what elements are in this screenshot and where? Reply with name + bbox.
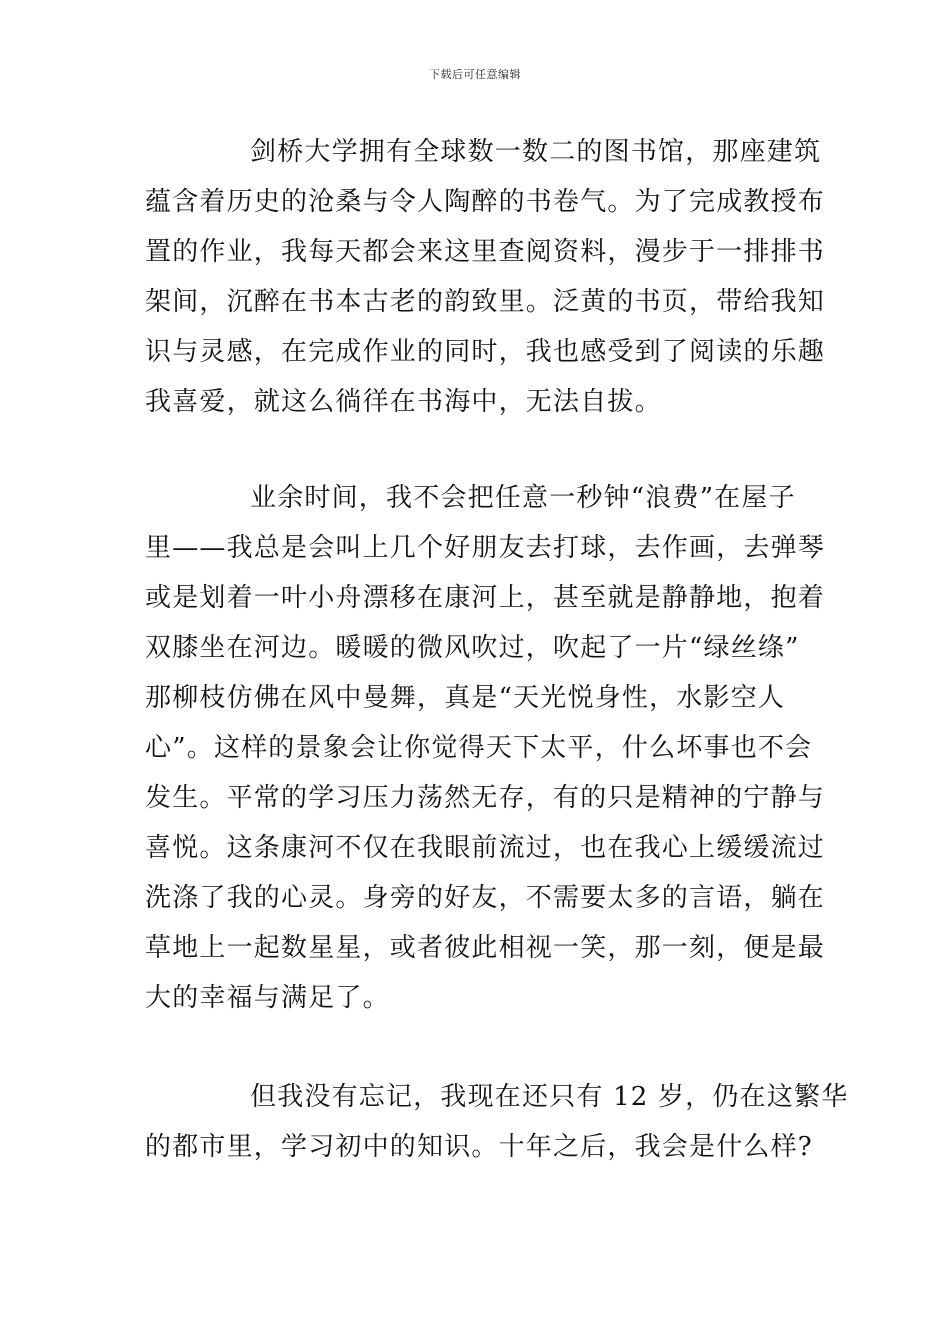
text-line: 蕴含着历史的沧桑与令人陶醉的书卷气。为了完成教授布 <box>145 187 826 217</box>
text-line: 喜悦。这条康河不仅在我眼前流过，也在我心上缓缓流过 <box>145 833 826 863</box>
text-line: 架间，沉醉在书本古老的韵致里。泛黄的书页，带给我知 <box>145 287 826 317</box>
text-line: 但我没有忘记，我现在还只有 12 岁，仍在这繁华 <box>250 1082 849 1112</box>
text-line: 业余时间，我不会把任意一秒钟“浪费”在屋子 <box>250 483 796 513</box>
text-line: 里——我总是会叫上几个好朋友去打球，去作画，去弹琴 <box>145 533 826 563</box>
text-line: 置的作业，我每天都会来这里查阅资料，漫步于一排排书 <box>145 237 826 267</box>
header-note: 下载后可任意编辑 <box>429 68 521 81</box>
text-line: 发生。平常的学习压力荡然无存，有的只是精神的宁静与 <box>145 783 826 813</box>
text-line: 或是划着一叶小舟漂移在康河上，甚至就是静静地，抱着 <box>145 583 826 613</box>
text-line: 大的幸福与满足了。 <box>145 983 390 1013</box>
paragraph-leisure <box>145 473 826 1023</box>
text-line: 心”。这样的景象会让你觉得天下太平，什么坏事也不会 <box>145 733 813 763</box>
text-line: 草地上一起数星星，或者彼此相视一笑，那一刻，便是最 <box>145 933 826 963</box>
text-line: 那柳枝仿佛在风中曼舞，真是“天光悦身性，水影空人 <box>145 683 786 713</box>
text-line: 洗涤了我的心灵。身旁的好友，不需要太多的言语，躺在 <box>145 883 826 913</box>
paragraph-reflection <box>145 1072 849 1172</box>
text-line: 的都市里，学习初中的知识。十年之后，我会是什么样? <box>145 1132 813 1162</box>
text-line: 双膝坐在河边。暖暖的微风吹过，吹起了一片“绿丝绦” <box>145 633 800 663</box>
paragraph-library <box>145 127 826 427</box>
text-line: 识与灵感，在完成作业的同时，我也感受到了阅读的乐趣 <box>145 337 826 367</box>
text-line: 剑桥大学拥有全球数一数二的图书馆，那座建筑 <box>250 137 822 167</box>
text-line: 我喜爱，就这么徜徉在书海中，无法自拔。 <box>145 387 662 417</box>
